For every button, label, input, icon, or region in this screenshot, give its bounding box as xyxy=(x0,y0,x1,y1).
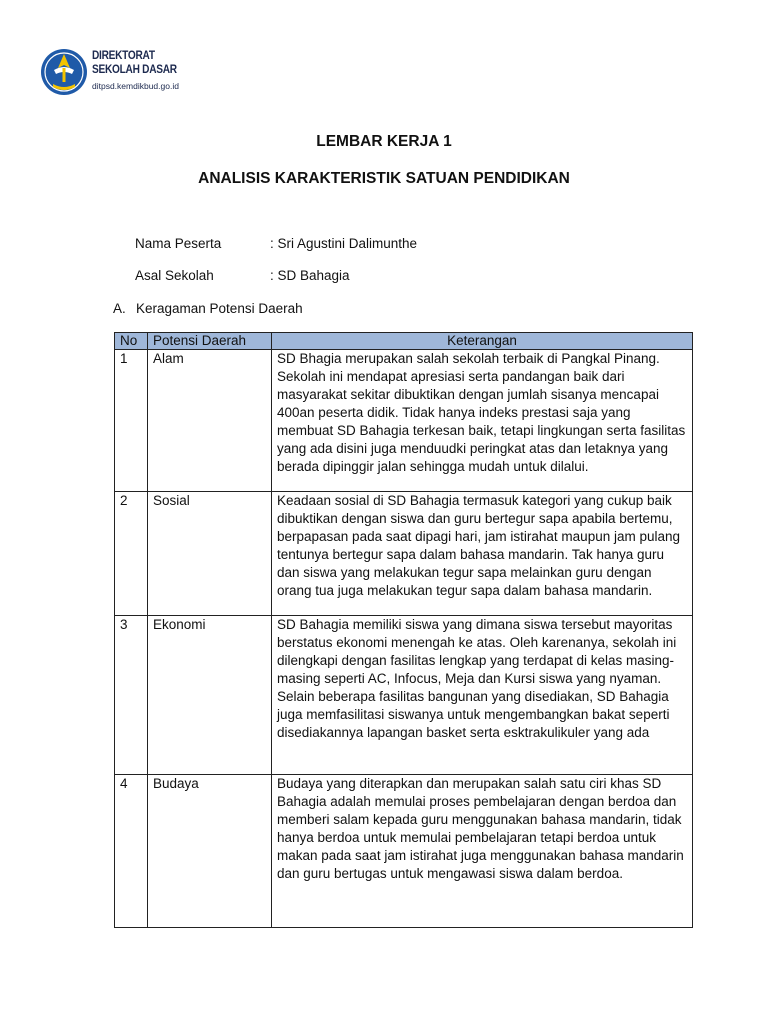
header-keterangan: Keterangan xyxy=(272,333,693,350)
nama-peserta-label: Nama Peserta xyxy=(135,236,222,251)
logo-line-1: DIREKTORAT xyxy=(92,50,155,62)
header-potensi-daerah: Potensi Daerah xyxy=(148,333,272,350)
row-potensi: Budaya xyxy=(148,775,272,928)
document-subtitle: ANALISIS KARAKTERISTIK SATUAN PENDIDIKAN xyxy=(198,170,570,187)
header-logo xyxy=(40,44,180,100)
row-keterangan: SD Bhagia merupakan salah sekolah terbaik di Pangkal Pinang. Sekolah ini mendapat apresiasi serta pandangan baik dari masyarakat sekitar dibuktikan dengan jumlah sisanya mencapai 400an peserta didik. Tidak hanya indeks prestasi saja yang membuat SD Bahagia terkesan baik, tetapi lingkungan serta fasilitas yang ada disini juga menduudki peringkat atas dan letaknya yang berada dipinggir jalan sehingga mudah untuk dilalui. xyxy=(272,350,693,492)
tut-wuri-handayani-emblem-icon xyxy=(40,44,88,100)
row-keterangan: Budaya yang diterapkan dan merupakan salah satu ciri khas SD Bahagia adalah memulai proses pembelajaran dengan berdoa dan memberi salam kepada guru menggunakan bahasa mandarin, tidak hanya berdoa untuk memulai pembelajaran tetapi berdoa untuk makan pada saat jam istirahat juga menggunakan bahasa mandarin dan guru bertugas untuk mengawasi siswa dalam berdoa. xyxy=(272,775,693,928)
row-keterangan: SD Bahagia memiliki siswa yang dimana siswa tersebut mayoritas berstatus ekonomi menengah ke atas. Oleh karenanya, sekolah ini dilengkapi dengan fasilitas lengkap yang terdapat di kelas masing-masing seperti AC, Infocus, Meja dan Kursi siswa yang nyaman. Selain beberapa fasilitas bangunan yang disediakan, SD Bahagia juga memfasilitasi siswanya untuk mengembangkan bakat seperti disediakannya lapangan basket serta esktrakulikuler yang ada xyxy=(272,616,693,775)
asal-sekolah-value: : SD Bahagia xyxy=(270,268,350,283)
table-header-row xyxy=(115,333,693,350)
row-no: 1 xyxy=(115,350,148,492)
nama-peserta-value: : Sri Agustini Dalimunthe xyxy=(270,236,418,251)
table-row xyxy=(115,775,693,928)
row-potensi: Ekonomi xyxy=(148,616,272,775)
table-row xyxy=(115,492,693,616)
section-heading xyxy=(113,301,303,316)
row-no: 2 xyxy=(115,492,148,616)
table-row xyxy=(115,350,693,492)
header-no: No xyxy=(115,333,148,350)
section-letter: A. xyxy=(113,301,126,316)
table-row xyxy=(115,616,693,775)
potensi-daerah-table xyxy=(114,332,693,928)
row-potensi: Alam xyxy=(148,350,272,492)
row-no: 3 xyxy=(115,616,148,775)
logo-line-2: SEKOLAH DASAR xyxy=(92,64,177,76)
section-title: Keragaman Potensi Daerah xyxy=(136,301,303,316)
row-no: 4 xyxy=(115,775,148,928)
row-potensi: Sosial xyxy=(148,492,272,616)
document-title: LEMBAR KERJA 1 xyxy=(316,133,452,150)
row-keterangan: Keadaan sosial di SD Bahagia termasuk kategori yang cukup baik dibuktikan dengan siswa dan guru bertegur sapa apabila bertemu, berpapasan pada saat dipagi hari, jam istirahat maupun jam pulang tentunya bertegur sapa dalam bahasa mandarin. Tak hanya guru dan siswa yang melakukan tegur sapa melainkan guru dengan orang tua juga melakukan tegur sapa dalam bahasa mandarin. xyxy=(272,492,693,616)
logo-url: ditpsd.kemdikbud.go.id xyxy=(92,81,179,91)
asal-sekolah-label: Asal Sekolah xyxy=(135,268,214,283)
